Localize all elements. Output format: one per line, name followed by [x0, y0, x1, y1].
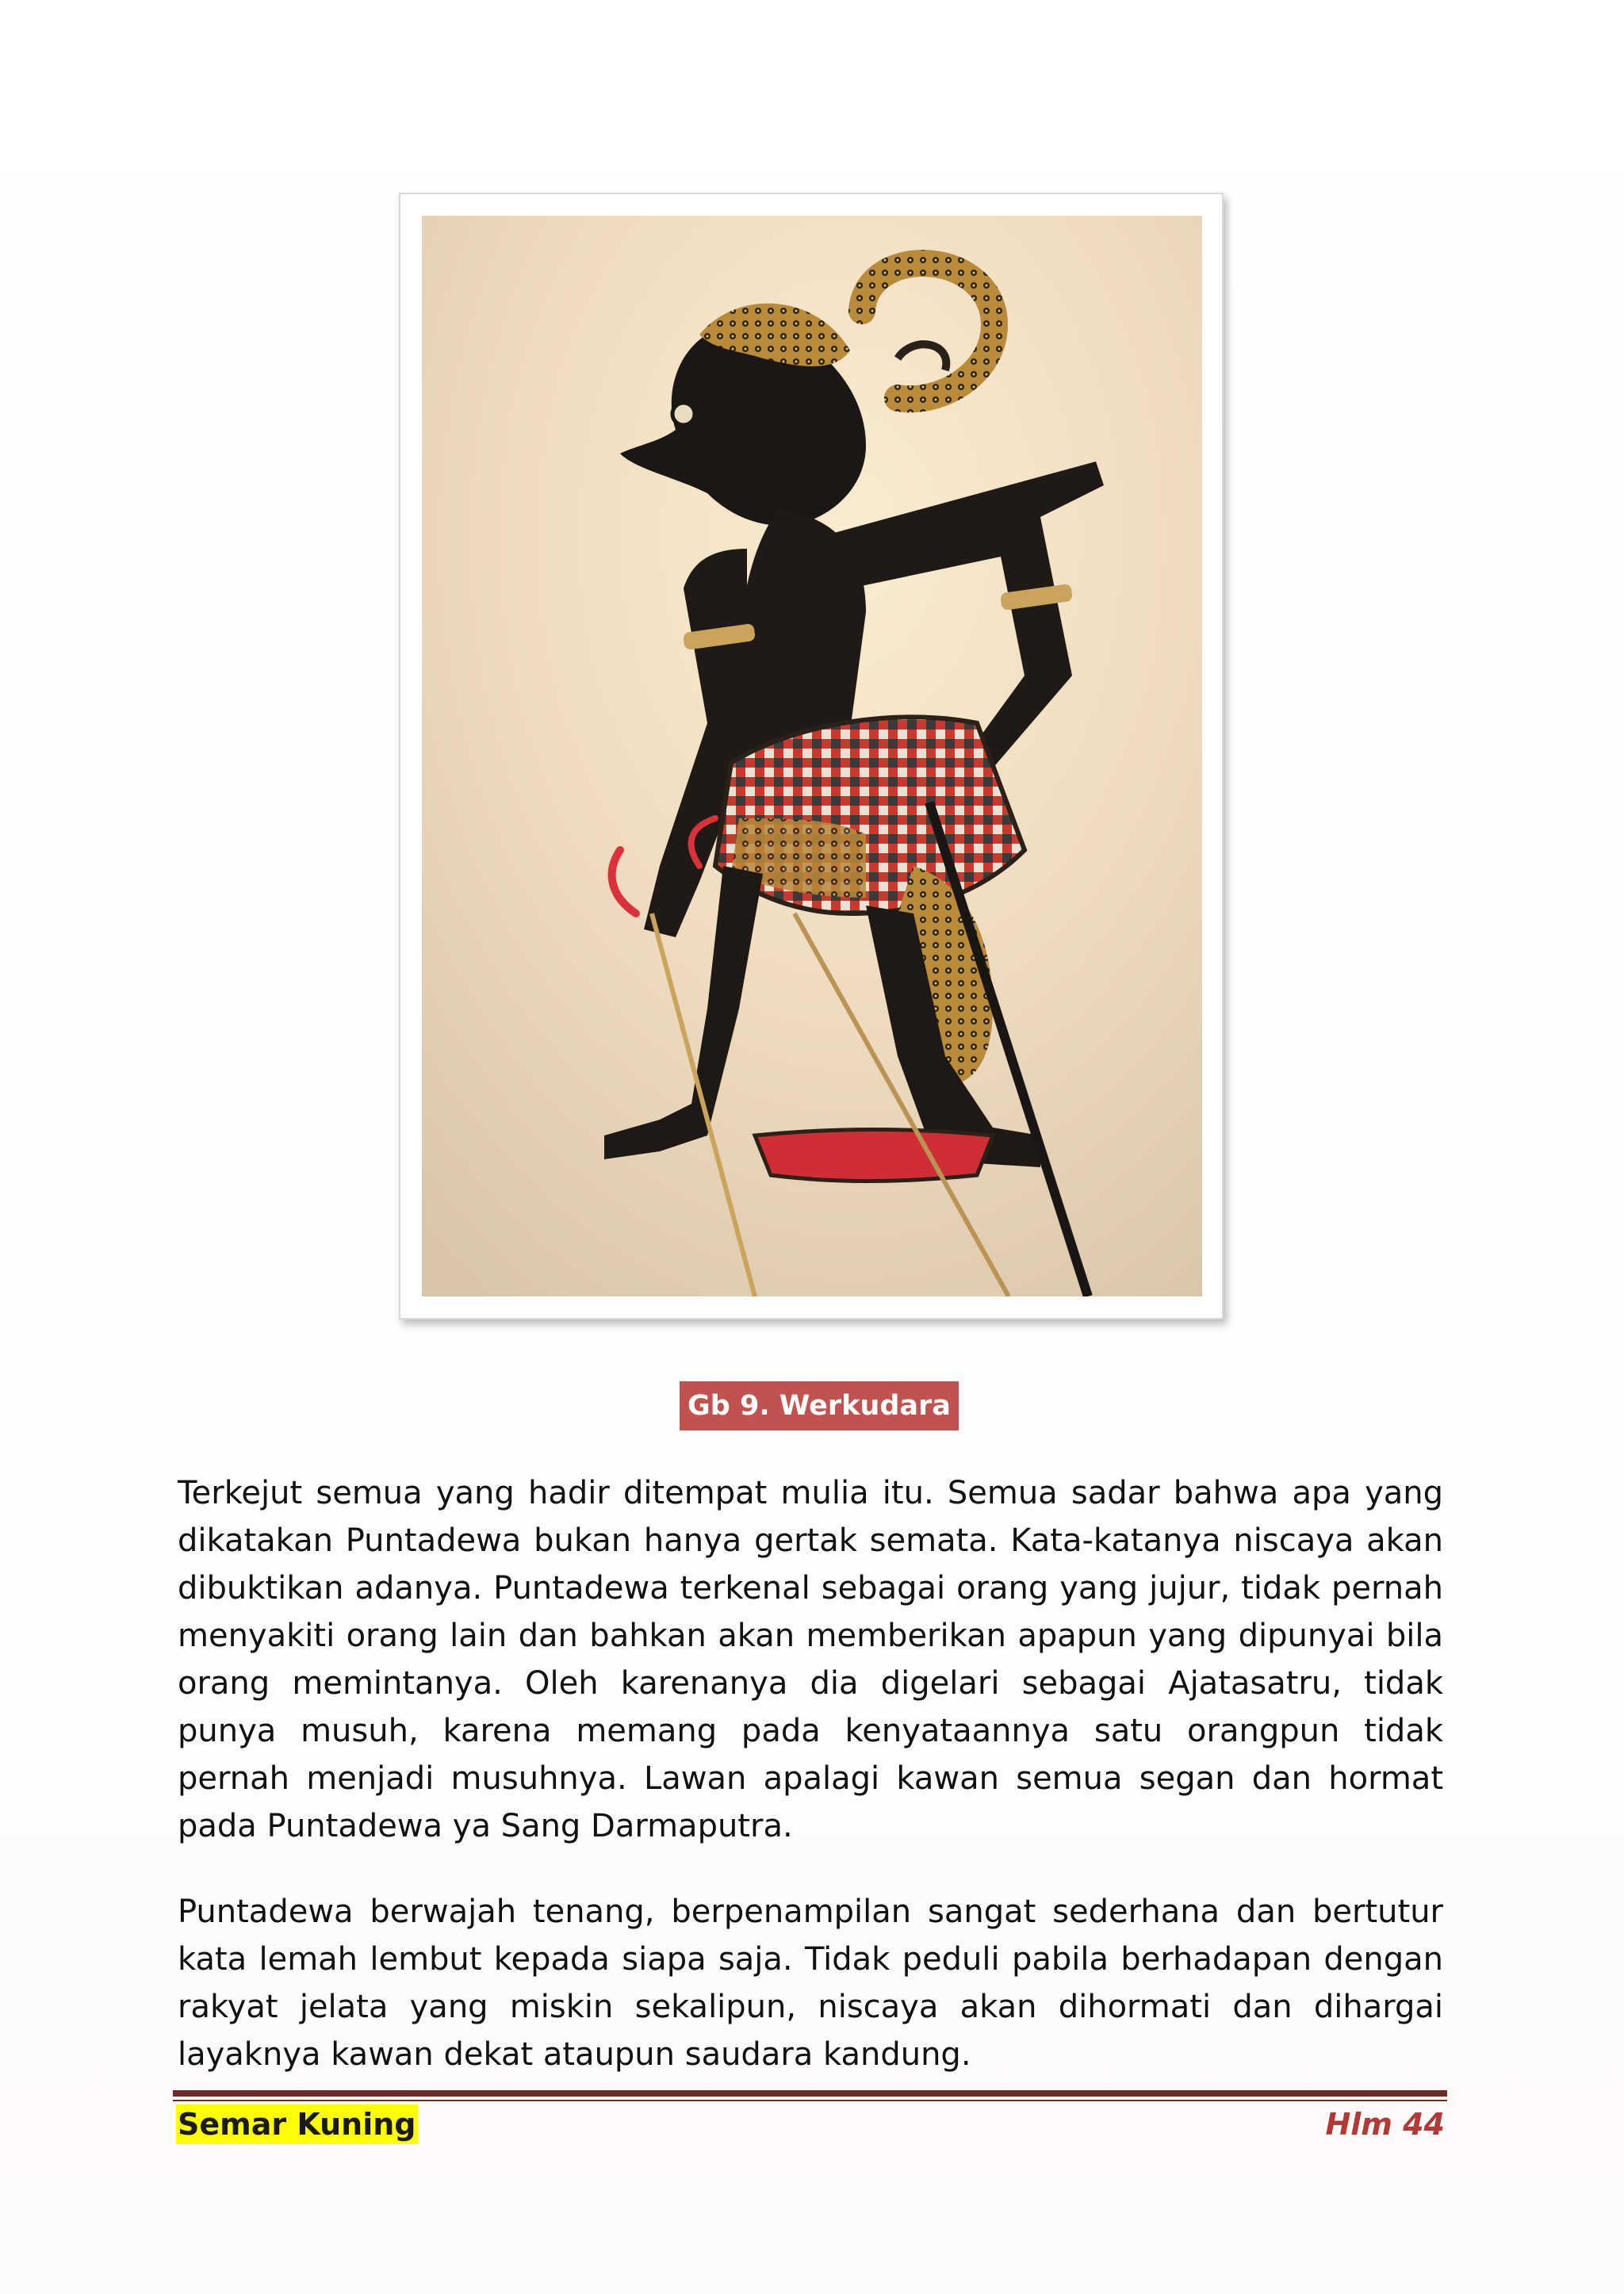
werkudara-puppet-image: [422, 216, 1202, 1296]
footer-page-number: Hlm 44: [1325, 2107, 1445, 2142]
figure-caption: Gb 9. Werkudara: [680, 1381, 959, 1430]
figure-frame: [399, 193, 1224, 1319]
body-paragraph-1: Terkejut semua yang hadir ditempat mulia itu. Semua sadar bahwa apa yang dikatakan Puntadewa bukan hanya gertak semata. Kata-katanya niscaya akan dibuktikan adanya. Puntadewa terkenal sebagai orang yang jujur, tidak pernah menyakiti orang lain dan bahkan akan memberikan apapun yang dipunyai bila orang memintanya. Oleh karenanya dia digelari sebagai Ajatasatru, tidak punya musuh, karena memang pada kenyataannya satu orangpun tidak pernah menjadi musuhnya. Lawan apalagi kawan semua segan dan hormat pada Puntadewa ya Sang Darmaputra.: [178, 1475, 1443, 1844]
body-paragraph-2: Puntadewa berwajah tenang, berpenampilan sangat sederhana dan bertutur kata lemah lembut kepada siapa saja. Tidak peduli pabila berhadapan dengan rakyat jelata yang miskin sekalipun, niscaya akan dihormati dan dihargai layaknya kawan dekat ataupun saudara kandung.: [178, 1894, 1443, 2073]
footer-rule: [173, 2090, 1447, 2097]
footer-book-title: Semar Kuning: [176, 2104, 418, 2144]
footer-rule-thin: [173, 2100, 1447, 2101]
